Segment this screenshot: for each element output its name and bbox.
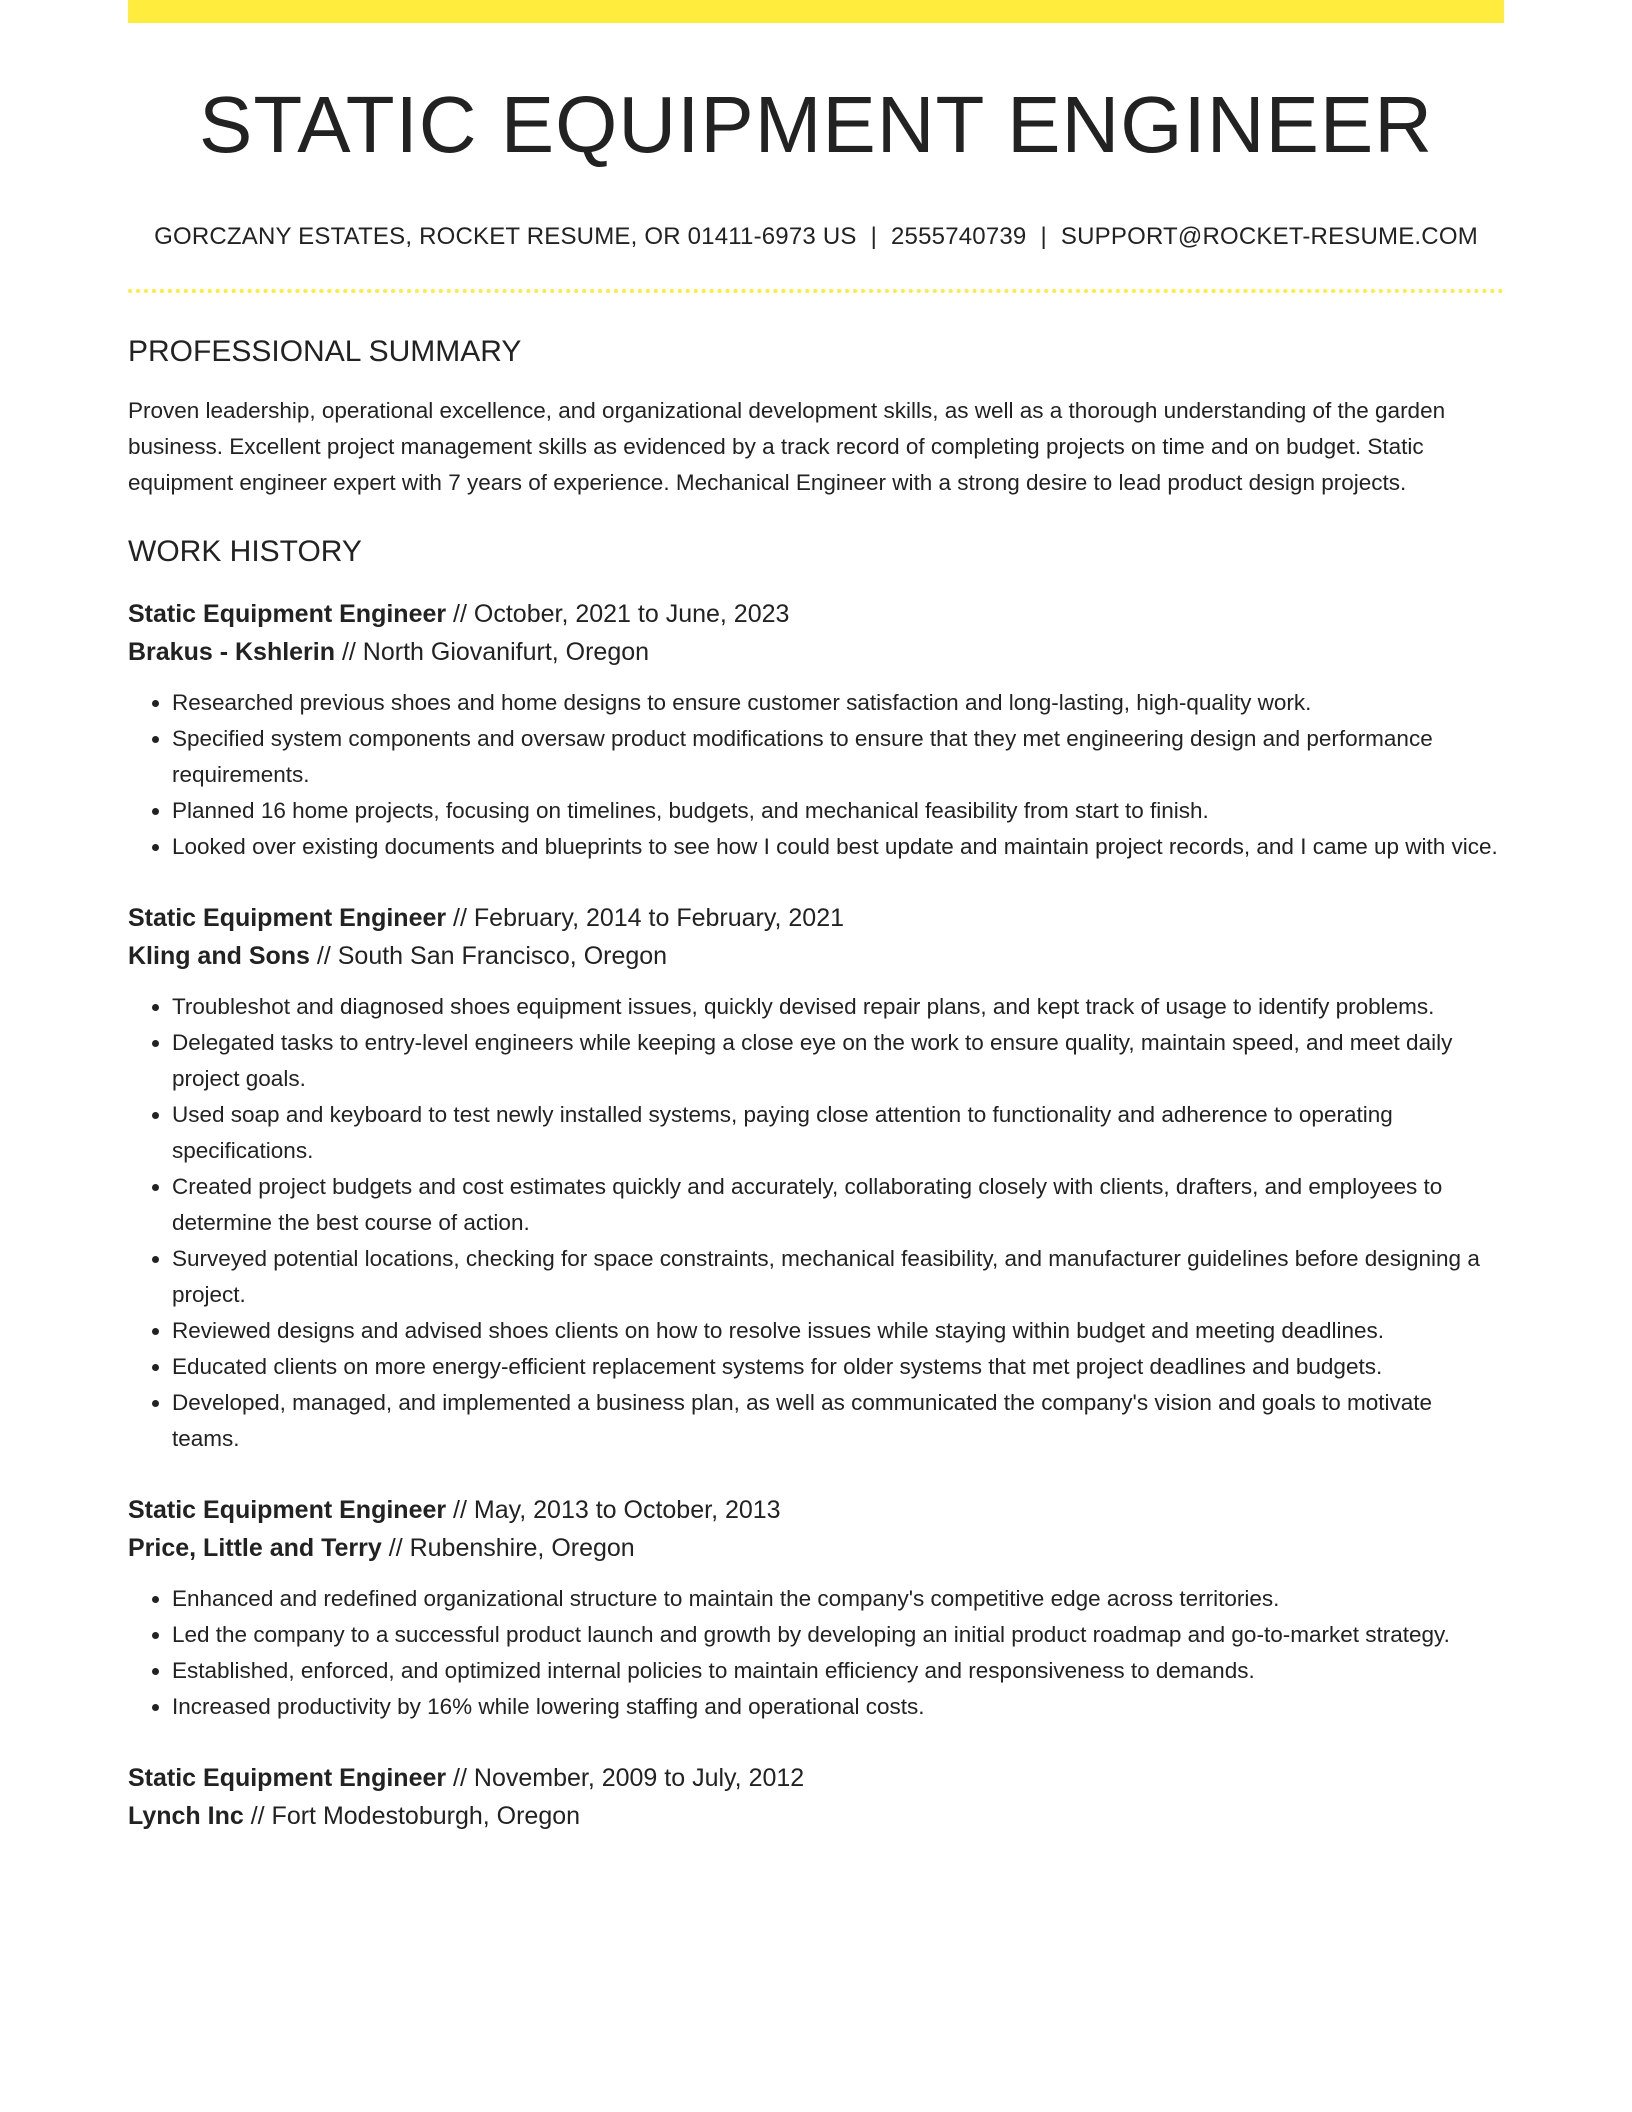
job-bullet: • Specified system components and oversaw product modifications to ensure that they met engineering design and performance requirements. — [172, 721, 1504, 793]
job-company-line — [128, 633, 1504, 671]
accent-top-bar — [128, 0, 1504, 23]
job-bullet: • Delegated tasks to entry-level engineers while keeping a close eye on the work to ensure quality, maintain speed, and meet daily project goals. — [172, 1025, 1504, 1097]
work-history-heading: WORK HISTORY — [128, 535, 362, 568]
job-dates: // October, 2021 to June, 2023 — [446, 600, 790, 628]
summary-text: Proven leadership, operational excellence, and organizational development skills, as well as a thorough understanding of the garden business. Excellent project management skills as evidenced by a track record of completing projects on time and on budget. Static equipment engineer expert with 7 years of experience. Mechanical Engineer with a strong desire to lead product design projects. — [128, 398, 1446, 495]
job-bullet: • Educated clients on more energy-efficient replacement systems for older systems that met project deadlines and budgets. — [172, 1349, 1504, 1385]
job-title-line — [128, 899, 1504, 937]
job-bullets — [128, 989, 1504, 1457]
job-bullet: • Troubleshot and diagnosed shoes equipment issues, quickly devised repair plans, and kept track of usage to identify problems. — [172, 989, 1504, 1025]
job-bullet: • Looked over existing documents and blueprints to see how I could best update and maintain project records, and I came up with vice. — [172, 829, 1504, 865]
job-dates: // February, 2014 to February, 2021 — [446, 904, 845, 932]
job-bullet: • Used soap and keyboard to test newly installed systems, paying close attention to functionality and adherence to operating specifications. — [172, 1097, 1504, 1169]
job-location: // Rubenshire, Oregon — [381, 1534, 635, 1562]
job-bullet: • Planned 16 home projects, focusing on timelines, budgets, and mechanical feasibility from start to finish. — [172, 793, 1504, 829]
job-bullet: • Created project budgets and cost estimates quickly and accurately, collaborating closely with clients, drafters, and employees to determine the best course of action. — [172, 1169, 1504, 1241]
job-title-line — [128, 1491, 1504, 1529]
job-title: Static Equipment Engineer — [128, 904, 447, 932]
job-company-line — [128, 937, 1504, 975]
job-company-line — [128, 1529, 1504, 1567]
job-bullet: • Increased productivity by 16% while lowering staffing and operational costs. — [172, 1689, 1504, 1725]
contact-separator: | — [1040, 223, 1047, 250]
resume-page — [128, 0, 1504, 1835]
job-bullet: • Enhanced and redefined organizational structure to maintain the company's competitive edge across territories. — [172, 1581, 1504, 1617]
job-company: Kling and Sons — [128, 942, 310, 970]
job-company-line — [128, 1797, 1504, 1835]
dotted-divider — [128, 289, 1504, 293]
job-location: // Fort Modestoburgh, Oregon — [243, 1802, 581, 1830]
job-location: // South San Francisco, Oregon — [309, 942, 668, 970]
contact-address: GORCZANY ESTATES, ROCKET RESUME, OR 01411-6973 US — [154, 223, 857, 250]
job-entry — [128, 1759, 1504, 1835]
job-entry — [128, 1491, 1504, 1725]
job-bullet: • Led the company to a successful product launch and growth by developing an initial product roadmap and go-to-market strategy. — [172, 1617, 1504, 1653]
job-bullet: • Established, enforced, and optimized internal policies to maintain efficiency and responsiveness to demands. — [172, 1653, 1504, 1689]
job-bullets — [128, 685, 1504, 865]
job-location: // North Giovanifurt, Oregon — [335, 638, 650, 666]
job-bullet: • Surveyed potential locations, checking for space constraints, mechanical feasibility, and manufacturer guidelines before designing a project. — [172, 1241, 1504, 1313]
job-bullets — [128, 1581, 1504, 1725]
contact-separator: | — [870, 223, 877, 250]
job-company: Brakus - Kshlerin — [128, 638, 336, 666]
job-bullet: • Researched previous shoes and home designs to ensure customer satisfaction and long-lasting, high-quality work. — [172, 685, 1504, 721]
job-title-line — [128, 1759, 1504, 1797]
job-bullet: • Developed, managed, and implemented a business plan, as well as communicated the company's vision and goals to motivate teams. — [172, 1385, 1504, 1457]
contact-line — [128, 223, 1504, 251]
job-entry — [128, 899, 1504, 1457]
job-company: Price, Little and Terry — [128, 1534, 382, 1562]
contact-email: SUPPORT@ROCKET-RESUME.COM — [1060, 223, 1478, 250]
job-company: Lynch Inc — [128, 1802, 244, 1830]
resume-name: STATIC EQUIPMENT ENGINEER — [198, 80, 1434, 169]
contact-phone: 2555740739 — [891, 223, 1027, 250]
job-title: Static Equipment Engineer — [128, 600, 447, 628]
summary-heading: PROFESSIONAL SUMMARY — [128, 335, 522, 368]
job-title-line — [128, 595, 1504, 633]
job-title: Static Equipment Engineer — [128, 1496, 447, 1524]
job-entry — [128, 595, 1504, 865]
job-dates: // November, 2009 to July, 2012 — [446, 1764, 805, 1792]
job-dates: // May, 2013 to October, 2013 — [446, 1496, 781, 1524]
job-bullet: • Reviewed designs and advised shoes clients on how to resolve issues while staying within budget and meeting deadlines. — [172, 1313, 1504, 1349]
job-title: Static Equipment Engineer — [128, 1764, 447, 1792]
